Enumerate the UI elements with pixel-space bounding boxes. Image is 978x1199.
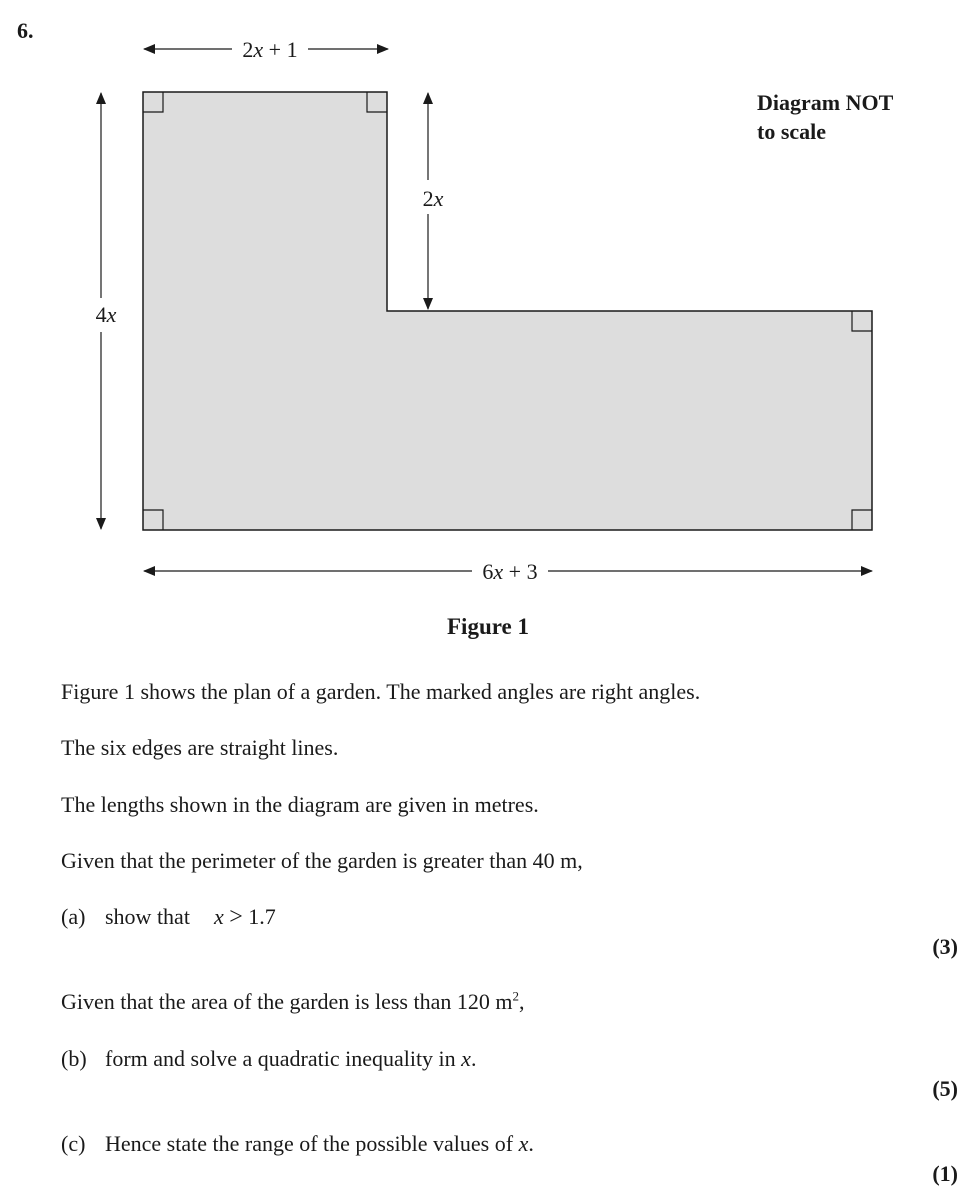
part-a-relation: > [229, 904, 243, 930]
part-b-text: form and solve a quadratic inequality in [105, 1046, 462, 1071]
area-condition-end: , [518, 989, 525, 1014]
part-c [61, 1131, 534, 1157]
part-a [61, 904, 276, 931]
part-a-variable: x [213, 904, 224, 929]
diagram-note-line-1: Diagram NOT [757, 90, 894, 115]
paragraph-perimeter-condition: Given that the perimeter of the garden is greater than 40 m, [61, 848, 583, 873]
part-a-letter: (a) [61, 904, 86, 929]
part-b-marks: (5) [932, 1076, 958, 1101]
paragraph-units: The lengths shown in the diagram are given in metres. [61, 792, 539, 817]
part-c-end: . [528, 1131, 534, 1156]
part-c-text: Hence state the range of the possible values of [105, 1131, 519, 1156]
area-condition-text: Given that the area of the garden is less than 120 m [61, 989, 513, 1014]
part-b [61, 1046, 476, 1072]
paragraph-area-condition [61, 989, 524, 1015]
part-c-letter: (c) [61, 1131, 86, 1156]
figure-caption: Figure 1 [447, 614, 529, 639]
part-c-marks: (1) [932, 1161, 958, 1186]
part-b-end: . [470, 1046, 477, 1071]
step-height-label: 2x [422, 186, 444, 211]
paragraph-straight-edges: The six edges are straight lines. [61, 735, 339, 760]
part-a-marks: (3) [932, 934, 958, 959]
part-a-text: show that [105, 904, 190, 929]
top-width-label: 2x + 1 [242, 37, 298, 62]
paragraph-garden-plan: Figure 1 shows the plan of a garden. The marked angles are right angles. [61, 679, 701, 704]
bottom-width-label: 6x + 3 [482, 559, 538, 584]
part-b-letter: (b) [61, 1046, 87, 1071]
part-b-variable: x [461, 1046, 471, 1071]
left-height-label: 4x [95, 302, 117, 327]
part-c-variable: x [518, 1131, 529, 1156]
part-a-value: 1.7 [248, 904, 276, 929]
question-number: 6. [17, 18, 34, 43]
area-unit-superscript: 2 [512, 988, 519, 1004]
diagram-note-line-2: to scale [757, 119, 827, 144]
garden-shape [143, 92, 872, 530]
